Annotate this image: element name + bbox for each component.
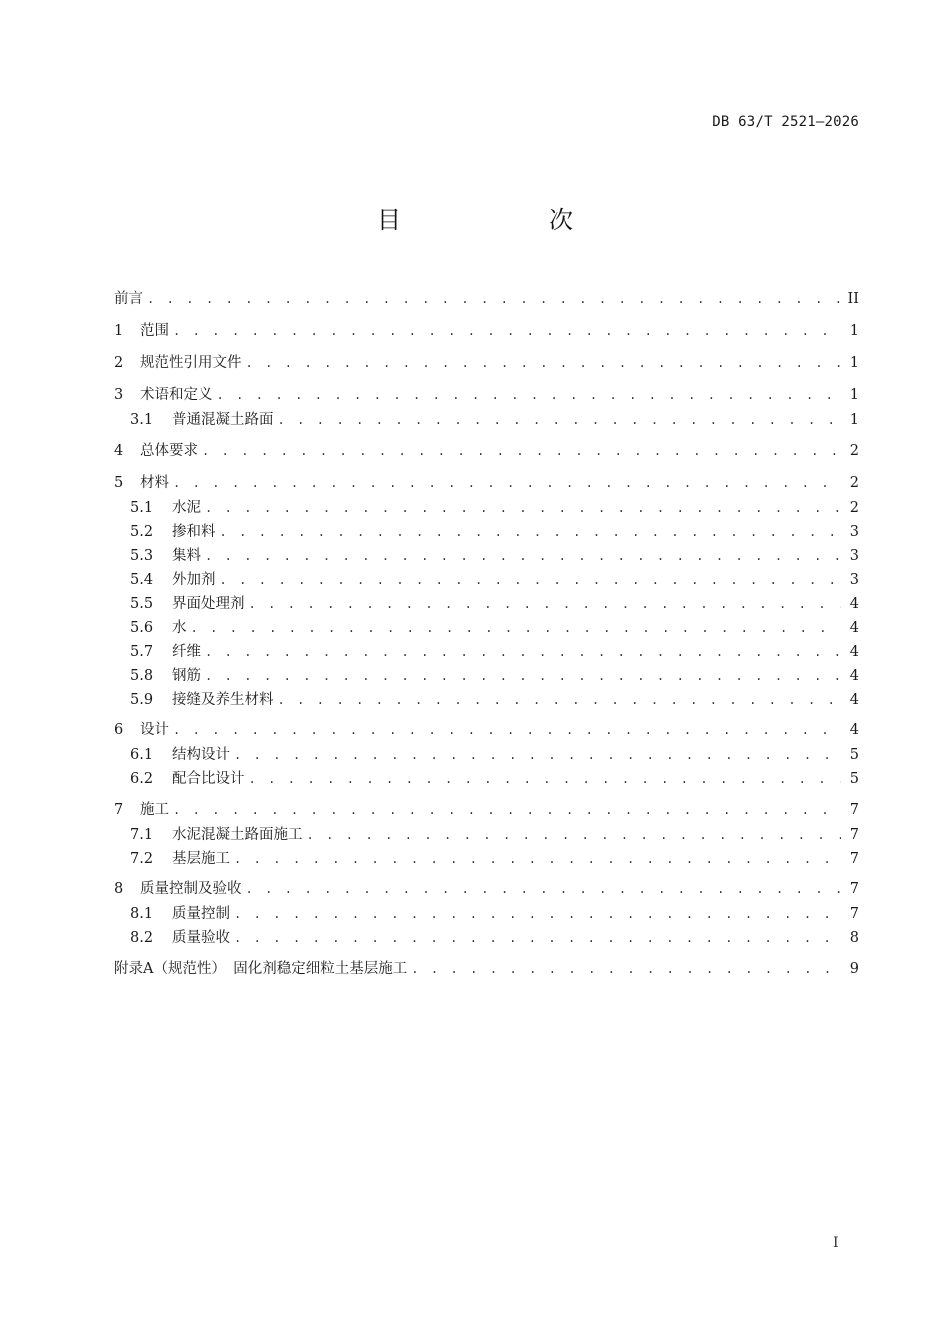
toc-entry[interactable] bbox=[114, 441, 859, 461]
toc-entry-page: 5 bbox=[849, 771, 859, 787]
toc-entry-label: 集料 bbox=[172, 548, 201, 564]
toc-entry-number: 5.3 bbox=[130, 548, 154, 564]
toc-entry-page: 1 bbox=[849, 412, 859, 428]
toc-leader-dots bbox=[249, 594, 842, 614]
toc-entry-number: 1 bbox=[114, 323, 124, 339]
toc-entry-label: 钢筋 bbox=[172, 668, 201, 684]
toc-entry-page: 1 bbox=[849, 387, 859, 403]
toc-leader-dots bbox=[278, 410, 842, 430]
toc-entry[interactable] bbox=[114, 800, 859, 820]
toc-entry-page: 7 bbox=[849, 906, 859, 922]
toc-leader-dots bbox=[205, 498, 841, 518]
toc-entry-page: 4 bbox=[849, 644, 859, 660]
toc-entry-label: 基层施工 bbox=[172, 851, 230, 867]
toc-leader-dots bbox=[411, 959, 841, 979]
toc-entry-number: 6.2 bbox=[130, 771, 154, 787]
toc-entry-number: 5 bbox=[114, 475, 124, 491]
toc-entry-label: 质量验收 bbox=[172, 930, 230, 946]
toc-entry-page: 2 bbox=[849, 500, 859, 516]
toc-entry[interactable] bbox=[114, 353, 859, 373]
toc-entry-number: 5.5 bbox=[130, 596, 154, 612]
toc-entry[interactable] bbox=[130, 522, 859, 542]
toc-entry-label: 接缝及养生材料 bbox=[172, 692, 274, 708]
toc-leader-dots bbox=[234, 904, 841, 924]
toc-entry-page: 3 bbox=[849, 548, 859, 564]
toc-entry-number: 5.8 bbox=[130, 668, 154, 684]
toc-entry-label: 水 bbox=[172, 620, 187, 636]
toc-entry-number: 7.1 bbox=[130, 827, 154, 843]
toc-entry[interactable] bbox=[130, 546, 859, 566]
toc-leader-dots bbox=[173, 321, 841, 341]
toc-entry[interactable] bbox=[130, 618, 859, 638]
toc-entry-page: 7 bbox=[849, 827, 859, 843]
toc-entry-page: 1 bbox=[849, 355, 859, 371]
toc-entry[interactable] bbox=[130, 825, 859, 845]
toc-leader-dots bbox=[234, 745, 841, 765]
toc-leader-dots bbox=[205, 642, 841, 662]
toc-entry-number: 2 bbox=[114, 355, 124, 371]
toc-entry-label: 范围 bbox=[140, 323, 169, 339]
document-code: DB 63/T 2521—2026 bbox=[712, 114, 859, 130]
toc-entry[interactable] bbox=[130, 690, 859, 710]
toc-entry-number: 8 bbox=[114, 881, 124, 897]
toc-entry-label: 普通混凝土路面 bbox=[172, 412, 274, 428]
toc-entry-number: 5.7 bbox=[130, 644, 154, 660]
toc-entry-number: 5.2 bbox=[130, 524, 154, 540]
toc-entry[interactable] bbox=[130, 410, 859, 430]
toc-entry[interactable] bbox=[130, 849, 859, 869]
toc-entry-number: 4 bbox=[114, 443, 124, 459]
toc-entry[interactable] bbox=[114, 289, 859, 309]
toc-entry[interactable] bbox=[130, 666, 859, 686]
toc-leader-dots bbox=[220, 522, 842, 542]
toc-leader-dots bbox=[307, 825, 842, 845]
toc-entry-page: 4 bbox=[849, 692, 859, 708]
toc-entry[interactable] bbox=[114, 720, 859, 740]
toc-leader-dots bbox=[173, 800, 841, 820]
toc-leader-dots bbox=[246, 353, 842, 373]
toc-leader-dots bbox=[220, 570, 842, 590]
toc-entry[interactable] bbox=[130, 594, 859, 614]
toc-entry-number: 5.9 bbox=[130, 692, 154, 708]
toc-leader-dots bbox=[246, 879, 842, 899]
toc-entry-number: 7 bbox=[114, 802, 124, 818]
toc-entry-page: II bbox=[847, 291, 859, 307]
toc-leader-dots bbox=[234, 849, 841, 869]
toc-entry-page: 3 bbox=[849, 524, 859, 540]
toc-entry[interactable] bbox=[114, 321, 859, 341]
toc-entry-label: 水泥 bbox=[172, 500, 201, 516]
toc-leader-dots bbox=[191, 618, 842, 638]
toc-leader-dots bbox=[173, 473, 841, 493]
toc-entry-label: 掺和料 bbox=[172, 524, 216, 540]
toc-entry[interactable] bbox=[114, 473, 859, 493]
toc-entry-page: 1 bbox=[849, 323, 859, 339]
toc-entry-label: 纤维 bbox=[172, 644, 201, 660]
toc-entry-label: 质量控制及验收 bbox=[140, 881, 242, 897]
toc-leader-dots bbox=[205, 666, 841, 686]
toc-entry[interactable] bbox=[130, 904, 859, 924]
toc-leader-dots bbox=[202, 441, 841, 461]
toc-leader-dots bbox=[234, 928, 841, 948]
toc-entry-number: 3 bbox=[114, 387, 124, 403]
toc-entry-page: 9 bbox=[849, 961, 859, 977]
toc-entry[interactable] bbox=[130, 570, 859, 590]
toc-entry-label: 总体要求 bbox=[140, 443, 198, 459]
toc-entry-page: 3 bbox=[849, 572, 859, 588]
toc-entry[interactable] bbox=[130, 928, 859, 948]
toc-entry-number: 7.2 bbox=[130, 851, 154, 867]
toc-entry-page: 7 bbox=[849, 851, 859, 867]
toc-entry[interactable] bbox=[130, 498, 859, 518]
toc-entry-page: 4 bbox=[849, 596, 859, 612]
toc-entry-page: 8 bbox=[849, 930, 859, 946]
toc-entry[interactable] bbox=[114, 959, 859, 979]
toc-entry-page: 7 bbox=[849, 802, 859, 818]
toc-entry-label: 水泥混凝土路面施工 bbox=[172, 827, 303, 843]
toc-entry-label: 外加剂 bbox=[172, 572, 216, 588]
toc-entry-number: 5.6 bbox=[130, 620, 154, 636]
toc-entry-page: 2 bbox=[849, 475, 859, 491]
toc-entry-number: 8.2 bbox=[130, 930, 154, 946]
toc-entry-page: 4 bbox=[849, 722, 859, 738]
toc-entry-label: 界面处理剂 bbox=[172, 596, 245, 612]
toc-entry-label: 术语和定义 bbox=[140, 387, 213, 403]
toc-entry-number: 3.1 bbox=[130, 412, 154, 428]
toc-entry-label: 材料 bbox=[140, 475, 169, 491]
toc-leader-dots bbox=[217, 385, 842, 405]
toc-leader-dots bbox=[249, 769, 842, 789]
toc-entry-label: 附录A（规范性） 固化剂稳定细粒土基层施工 bbox=[114, 961, 408, 977]
toc-entry-number: 6.1 bbox=[130, 747, 154, 763]
toc-entry[interactable] bbox=[114, 879, 859, 899]
toc-entry-label: 施工 bbox=[140, 802, 169, 818]
toc-entry[interactable] bbox=[114, 385, 859, 405]
toc-entry-page: 4 bbox=[849, 668, 859, 684]
toc-entry-label: 规范性引用文件 bbox=[140, 355, 242, 371]
toc-entry-label: 设计 bbox=[140, 722, 169, 738]
toc-entry-number: 6 bbox=[114, 722, 124, 738]
toc-entry[interactable] bbox=[130, 642, 859, 662]
toc-entry-label: 结构设计 bbox=[172, 747, 230, 763]
page-number: I bbox=[833, 1235, 839, 1251]
toc-entry[interactable] bbox=[130, 769, 859, 789]
toc-entry-label: 配合比设计 bbox=[172, 771, 245, 787]
toc-entry-page: 5 bbox=[849, 747, 859, 763]
toc-entry-page: 2 bbox=[849, 443, 859, 459]
toc-entry-label: 前言 bbox=[114, 291, 143, 307]
page-title: 目 次 bbox=[377, 206, 635, 234]
toc-leader-dots bbox=[278, 690, 842, 710]
toc-entry-number: 5.4 bbox=[130, 572, 154, 588]
toc-entry-number: 8.1 bbox=[130, 906, 154, 922]
toc-entry[interactable] bbox=[130, 745, 859, 765]
toc-entry-page: 4 bbox=[849, 620, 859, 636]
toc-entry-label: 质量控制 bbox=[172, 906, 230, 922]
toc-leader-dots bbox=[147, 289, 841, 309]
toc-leader-dots bbox=[173, 720, 841, 740]
toc-leader-dots bbox=[205, 546, 841, 566]
toc-entry-number: 5.1 bbox=[130, 500, 154, 516]
toc-entry-page: 7 bbox=[849, 881, 859, 897]
